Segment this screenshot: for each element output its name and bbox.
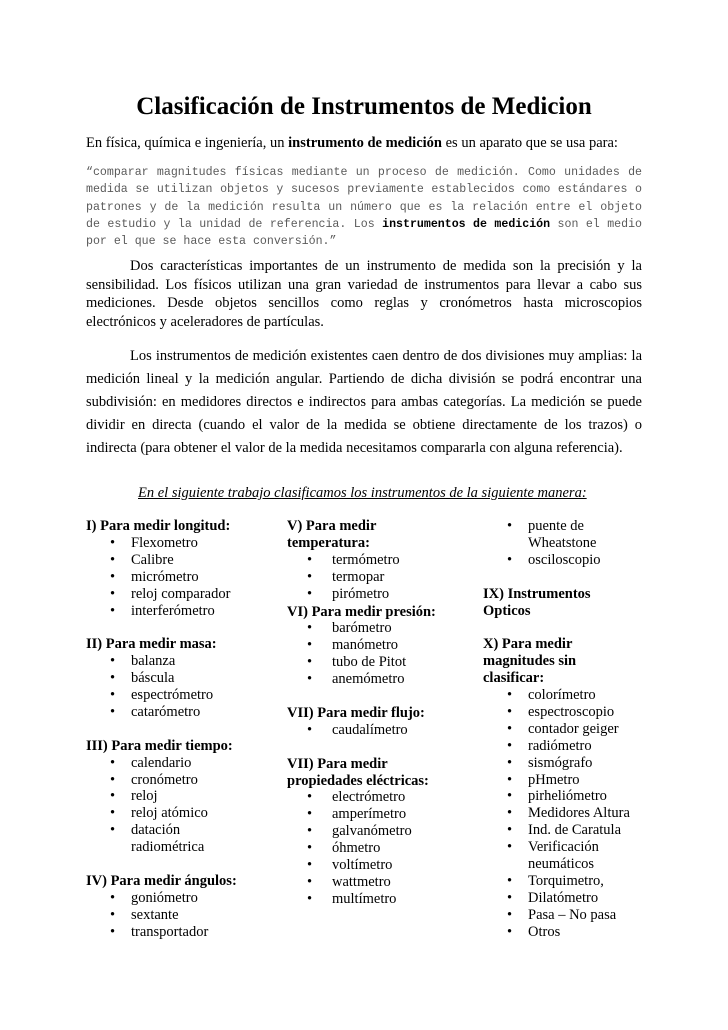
paragraph2-text: Los instrumentos de medición existentes caen dentro de dos divisiones muy amplias: la medición lineal y la medición angular. Partiendo de dicha división se podrá encontrar una subdivisión: en medidores directos e indirectos para ambas categorías. La medición se puede dividir en directa (cuando el valor de la medida se obtiene directamente de los trazos) o indirecta (para obtener el valor de la medida necesitamos compararla con alguna referencia).: [86, 348, 642, 456]
section-heading: X) Para medir magnitudes sin clasificar:: [483, 636, 577, 687]
instrument-list: [86, 535, 276, 620]
list-item: • Medidores Altura: [483, 805, 643, 822]
list-item: • voltímetro: [287, 857, 477, 874]
section-opticos: [483, 586, 643, 620]
list-item: • colorímetro: [483, 687, 643, 704]
list-item: • electrómetro: [287, 789, 477, 806]
section-heading: IV) Para medir ángulos:: [86, 872, 237, 889]
instrument-list: [287, 722, 477, 739]
instrument-list: [86, 890, 276, 941]
list-item: • barómetro: [287, 620, 477, 637]
section-masa: [86, 636, 276, 721]
list-item: • anemómetro: [287, 671, 477, 688]
list-item: • pirheliómetro: [483, 788, 643, 805]
list-item: • termómetro: [287, 552, 477, 569]
list-item: • pHmetro: [483, 772, 643, 789]
list-item: • Otros: [483, 924, 643, 941]
list-item: • radiómetro: [483, 738, 643, 755]
paragraph1-text: Dos características importantes de un instrumento de medida son la precisión y la sensibilidad. Los físicos utilizan una gran variedad de instrumentos para llevar a cabo sus mediciones. Desde objetos sencillos como reglas y cronómetros hasta microscopios electrónicos y aceleradores de partículas.: [86, 258, 642, 330]
quote-text: “comparar magnitudes físicas mediante un proceso de medición. Como unidades de medida se utilizan objetos y sucesos previamente establecidos como estándares o patrones y de la medición resulta un número que es la relación entre el objeto de estudio y la unidad de referencia. Los: [86, 166, 642, 231]
section-heading: VII) Para medir flujo:: [287, 704, 425, 721]
column-1: [86, 518, 276, 941]
section-heading: IX) Instrumentos Opticos: [483, 585, 591, 619]
instrument-list: [287, 620, 477, 688]
section-sin-clasificar: [483, 636, 643, 940]
list-item: • galvanómetro: [287, 823, 477, 840]
list-item: • cronómetro: [86, 772, 276, 789]
list-item: • Dilatómetro: [483, 890, 643, 907]
list-item: • manómetro: [287, 637, 477, 654]
list-item: • espectroscopio: [483, 704, 643, 721]
paragraph-divisions: [86, 345, 642, 460]
section-heading: II) Para medir masa:: [86, 636, 217, 653]
paragraph-precision: [86, 257, 642, 331]
list-item: • interferómetro: [86, 603, 276, 620]
list-item: • osciloscopio: [483, 552, 643, 569]
section-heading: VII) Para medir propiedades eléctricas:: [287, 755, 429, 789]
list-item: • calendario: [86, 755, 276, 772]
list-item: • espectrómetro: [86, 687, 276, 704]
section-angulos: [86, 873, 276, 941]
quote-end: son el medio por el que se hace esta conversión.”: [86, 217, 642, 249]
list-item: • wattmetro: [287, 874, 477, 891]
intro-after: es un aparato que se usa para:: [441, 135, 618, 151]
section-electricas: [287, 756, 477, 908]
instrument-list: [287, 552, 477, 603]
list-item: • pirómetro: [287, 586, 477, 603]
list-item: • termopar: [287, 569, 477, 586]
section-electricas-cont: [483, 518, 643, 569]
list-item: • óhmetro: [287, 840, 477, 857]
list-item: • báscula: [86, 670, 276, 687]
list-item: • goniómetro: [86, 890, 276, 907]
section-tiempo: [86, 738, 276, 856]
page-title: Clasificación de Instrumentos de Medicion: [136, 93, 592, 120]
list-item: • sismógrafo: [483, 755, 643, 772]
list-item: • tubo de Pitot: [287, 654, 477, 671]
list-item: • multímetro: [287, 891, 477, 908]
list-item: • Flexometro: [86, 535, 276, 552]
intro-before: En física, química e ingeniería, un: [86, 135, 289, 151]
list-item: • micrómetro: [86, 569, 276, 586]
list-item: • balanza: [86, 653, 276, 670]
column-3: [483, 518, 643, 941]
list-item: • contador geiger: [483, 721, 643, 738]
section-heading: VI) Para medir presión:: [287, 603, 436, 620]
list-item: • caudalímetro: [287, 722, 477, 739]
instrument-list: [86, 653, 276, 721]
classification-intro: En el siguiente trabajo clasificamos los instrumentos de la siguiente manera:: [138, 485, 587, 501]
list-item: • reloj atómico: [86, 805, 276, 822]
definition-quote: [86, 164, 642, 250]
list-item: • Verificación neumáticos: [483, 839, 618, 873]
quote-bold: instrumentos de medición: [382, 217, 551, 231]
column-2: [287, 518, 477, 908]
section-heading: V) Para medir temperatura:: [287, 518, 377, 551]
list-item: • Ind. de Caratula: [483, 822, 643, 839]
section-temperatura: [287, 518, 477, 603]
section-heading: I) Para medir longitud:: [86, 518, 231, 534]
list-item: • Pasa – No pasa: [483, 907, 643, 924]
list-item: • datación radiométrica: [86, 822, 241, 856]
list-item: • reloj comparador: [86, 586, 276, 603]
intro-bold: instrumento de medición: [288, 135, 442, 151]
list-item: • reloj: [86, 788, 276, 805]
instrument-list: [287, 789, 477, 907]
list-item: • Torquimetro,: [483, 873, 643, 890]
instrument-list: [86, 755, 276, 856]
section-flujo: [287, 705, 477, 739]
instrument-list: [483, 518, 643, 569]
list-item: • puente de Wheatstone: [483, 518, 623, 552]
section-presion: [287, 604, 477, 689]
intro-line: [86, 134, 618, 152]
section-heading: III) Para medir tiempo:: [86, 737, 233, 754]
list-item: • Calibre: [86, 552, 276, 569]
section-longitud: [86, 518, 276, 619]
list-item: • transportador: [86, 924, 276, 941]
instrument-list: [483, 687, 643, 941]
list-item: • amperímetro: [287, 806, 477, 823]
list-item: • sextante: [86, 907, 276, 924]
list-item: • catarómetro: [86, 704, 276, 721]
